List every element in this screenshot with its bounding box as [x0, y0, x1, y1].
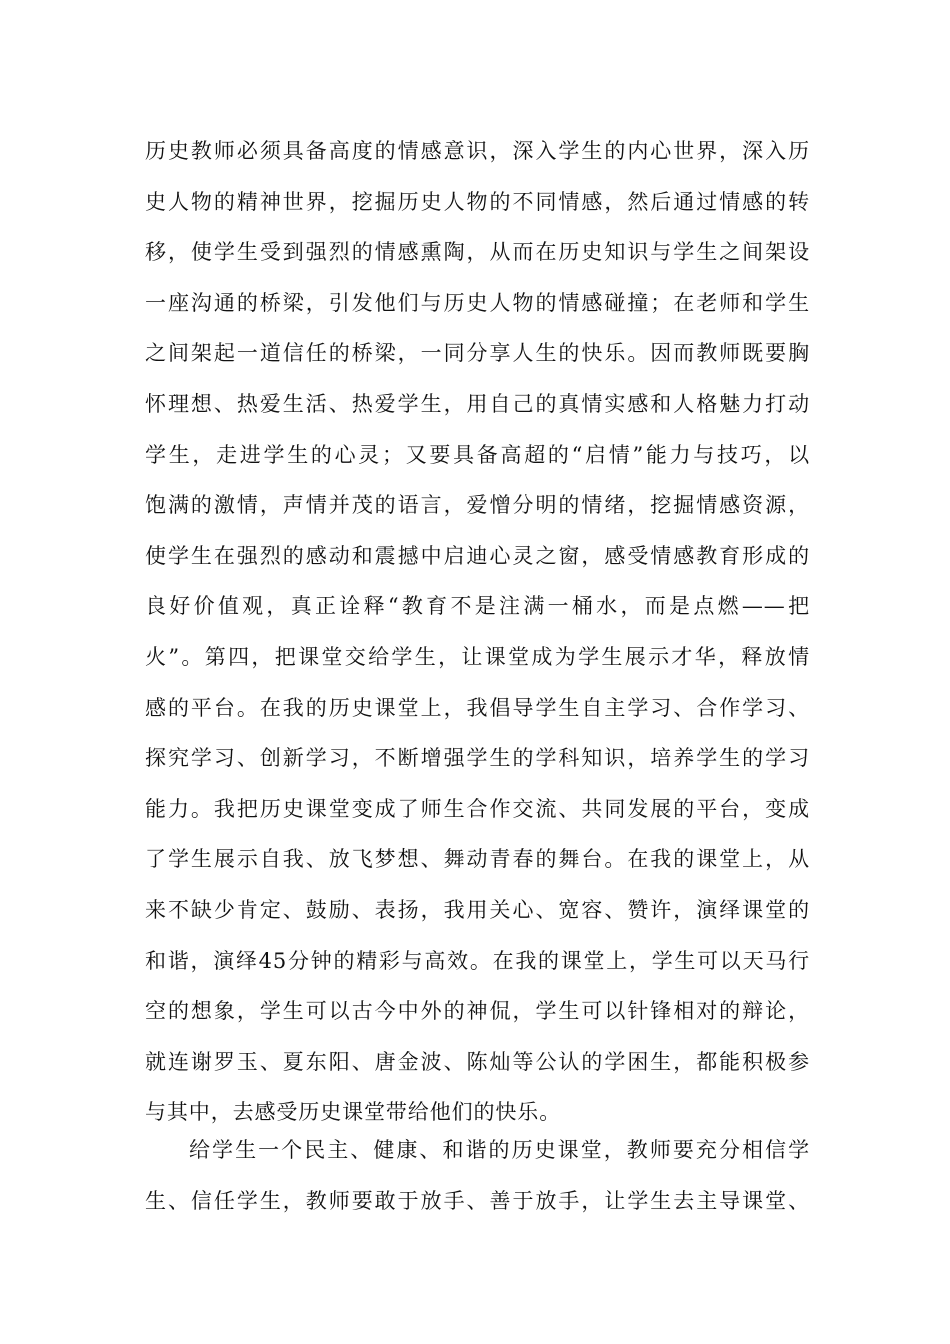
text-line: 史人物的精神世界，挖掘历史人物的不同情感，然后通过情感的转 — [145, 189, 810, 214]
text-line: 良好价值观，真正诠释“教育不是注满一桶水，而是点燃——把 — [145, 594, 810, 619]
paragraph-2 — [145, 1125, 810, 1226]
text-line: 使学生在强烈的感动和震撼中启迪心灵之窗，感受情感教育形成的 — [145, 543, 810, 568]
text-line: 火”。第四，把课堂交给学生，让课堂成为学生展示才华，释放情 — [145, 644, 810, 669]
text-line: 生、信任学生，教师要敢于放手、善于放手，让学生去主导课堂、 — [145, 1188, 810, 1213]
text-line: 探究学习、创新学习，不断增强学生的学科知识，培养学生的学习 — [145, 746, 810, 771]
text-line: 移，使学生受到强烈的情感熏陶，从而在历史知识与学生之间架设 — [145, 240, 810, 265]
text-line-last: 与其中，去感受历史课堂带给他们的快乐。 — [145, 1100, 562, 1125]
text-line: 感的平台。在我的历史课堂上，我倡导学生自主学习、合作学习、 — [145, 695, 810, 720]
text-line: 和谐，演绎45分钟的精彩与高效。在我的课堂上，学生可以天马行 — [145, 948, 810, 973]
text-line-indented: 给学生一个民主、健康、和谐的历史课堂，教师要充分相信学 — [189, 1138, 810, 1162]
text-line: 一座沟通的桥梁，引发他们与历史人物的情感碰撞；在老师和学生 — [145, 290, 810, 315]
text-line: 了学生展示自我、放飞梦想、舞动青春的舞台。在我的课堂上，从 — [145, 847, 810, 872]
text-line: 历史教师必须具备高度的情感意识，深入学生的内心世界，深入历 — [145, 139, 810, 163]
text-line: 怀理想、热爱生活、热爱学生，用自己的真情实感和人格魅力打动 — [145, 391, 810, 416]
text-line: 来不缺少肯定、鼓励、表扬，我用关心、宽容、赞许，演绎课堂的 — [145, 897, 810, 922]
text-line: 学生，走进学生的心灵；又要具备高超的“启情”能力与技巧，以 — [145, 442, 810, 467]
text-line: 能力。我把历史课堂变成了师生合作交流、共同发展的平台，变成 — [145, 796, 810, 821]
text-line: 就连谢罗玉、夏东阳、唐金波、陈灿等公认的学困生，都能积极参 — [145, 1049, 810, 1074]
text-line: 饱满的激情，声情并茂的语言，爱憎分明的情绪，挖掘情感资源， — [145, 493, 810, 518]
paragraph-1 — [145, 126, 810, 1138]
text-line: 空的想象，学生可以古今中外的神侃，学生可以针锋相对的辩论， — [145, 999, 810, 1024]
text-line: 之间架起一道信任的桥梁，一同分享人生的快乐。因而教师既要胸 — [145, 341, 810, 366]
